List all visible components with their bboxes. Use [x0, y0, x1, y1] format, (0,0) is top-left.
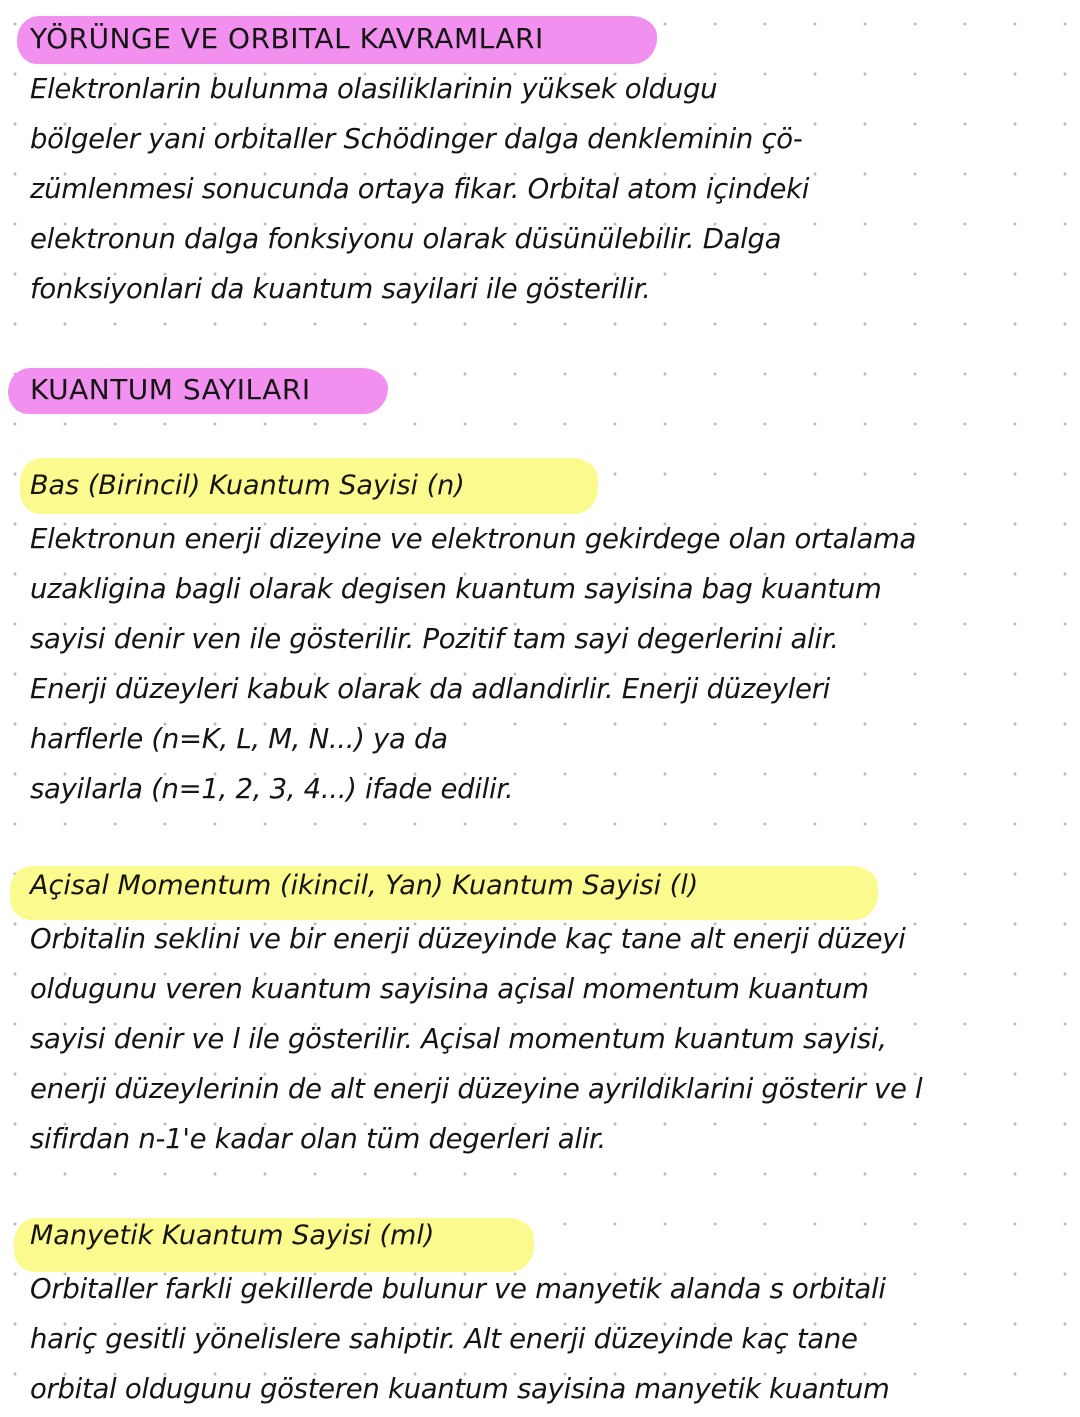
text-line: orbital oldugunu gösteren kuantum sayisina manyetik kuantum [30, 1373, 890, 1405]
paragraph-orbit [30, 64, 809, 314]
text-line: elektronun dalga fonksiyonu olarak düsünülebilir. Dalga [30, 223, 782, 255]
text-line: Orbitalin seklini ve bir enerji düzeyinde kaç tane alt enerji düzeyi [30, 923, 906, 955]
text-line: sayilarla (n=1, 2, 3, 4...) ifade edilir. [30, 773, 514, 805]
subsection-title-angular: Açisal Momentum (ikincil, Yan) Kuantum Sayisi (l) [30, 870, 699, 901]
text-line: Orbitaller farkli gekillerde bulunur ve manyetik alanda s orbitali [30, 1273, 886, 1305]
subsection-title-principal: Bas (Birincil) Kuantum Sayisi (n) [30, 470, 465, 501]
section-title-quantum-numbers: KUANTUM SAYILARI [30, 373, 311, 406]
text-line: Elektronlarin bulunma olasiliklarinin yüksek oldugu [30, 73, 718, 105]
text-line: bölgeler yani orbitaller Schödinger dalga denkleminin çö- [30, 123, 803, 155]
text-line: sayisi denir ve l ile gösterilir. Açisal momentum kuantum sayisi, [30, 1023, 887, 1055]
text-line: sifirdan n-1'e kadar olan tüm degerleri alir. [30, 1123, 606, 1155]
text-line: Elektronun enerji dizeyine ve elektronun gekirdege olan ortalama [30, 523, 917, 555]
paragraph-principal [30, 514, 916, 814]
text-line: harflerle (n=K, L, M, N...) ya da [30, 723, 448, 755]
text-line: enerji düzeylerinin de alt enerji düzeyine ayrildiklarini gösterir ve l [30, 1073, 923, 1105]
text-line: hariç gesitli yönelislere sahiptir. Alt enerji düzeyinde kaç tane [30, 1323, 858, 1355]
text-line: uzakligina bagli olarak degisen kuantum sayisina bag kuantum [30, 573, 882, 605]
paragraph-angular [30, 914, 922, 1164]
text-line: oldugunu veren kuantum sayisina açisal momentum kuantum [30, 973, 869, 1005]
text-line: sayisi denir ven ile gösterilir. Pozitif tam sayi degerlerini alir. [30, 623, 839, 655]
text-line: zümlenmesi sonucunda ortaya fikar. Orbital atom içindeki [30, 173, 810, 205]
text-line: Enerji düzeyleri kabuk olarak da adlandirlir. Enerji düzeyleri [30, 673, 830, 705]
paragraph-magnetic [30, 1264, 890, 1414]
section-title-orbit: YÖRÜNGE VE ORBITAL KAVRAMLARI [30, 22, 544, 55]
text-line: fonksiyonlari da kuantum sayilari ile gösterilir. [30, 273, 651, 305]
subsection-title-magnetic: Manyetik Kuantum Sayisi (ml) [30, 1220, 435, 1251]
